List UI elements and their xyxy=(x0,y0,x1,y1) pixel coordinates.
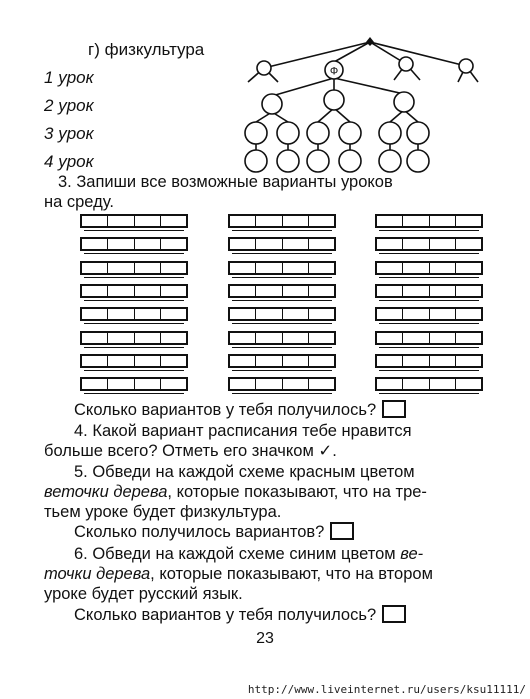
schedule-cell[interactable] xyxy=(456,356,481,366)
lesson-number: 4 xyxy=(44,152,54,171)
schedule-cell[interactable] xyxy=(377,286,403,296)
schedule-cell[interactable] xyxy=(403,263,429,273)
schedule-cell[interactable] xyxy=(377,356,403,366)
schedule-cell[interactable] xyxy=(82,239,108,249)
schedule-cell[interactable] xyxy=(230,239,256,249)
schedule-cell[interactable] xyxy=(230,263,256,273)
schedule-cell[interactable] xyxy=(309,356,334,366)
schedule-row[interactable] xyxy=(228,214,336,228)
task5-rest: , которые показывают, что на тре- xyxy=(167,483,427,501)
schedule-cell[interactable] xyxy=(309,333,334,343)
lesson-word: урок xyxy=(58,68,94,87)
schedule-cell[interactable] xyxy=(309,216,334,226)
schedule-cell[interactable] xyxy=(456,239,481,249)
schedule-cell[interactable] xyxy=(377,216,403,226)
answer-box[interactable] xyxy=(382,605,406,623)
schedule-cell[interactable] xyxy=(403,356,429,366)
schedule-cell[interactable] xyxy=(256,379,282,389)
schedule-cell[interactable] xyxy=(135,333,161,343)
schedule-cell[interactable] xyxy=(135,286,161,296)
schedule-cell[interactable] xyxy=(161,239,186,249)
schedule-row[interactable] xyxy=(228,237,336,251)
task5-line1: 5. Обведи на каждой схеме красным цветом xyxy=(74,463,415,481)
answer-box[interactable] xyxy=(382,400,406,418)
schedule-cell[interactable] xyxy=(135,216,161,226)
schedule-cell[interactable] xyxy=(230,379,256,389)
lesson-word: урок xyxy=(58,152,94,171)
schedule-cell[interactable] xyxy=(82,286,108,296)
schedule-cell[interactable] xyxy=(283,309,309,319)
lesson-number: 3 xyxy=(44,124,54,143)
question-variants-1 xyxy=(74,400,406,421)
task6-italic-2: точки дерева xyxy=(44,565,151,583)
schedule-cell[interactable] xyxy=(377,239,403,249)
watermark-url: http://www.liveinternet.ru/users/ksu11111/ xyxy=(247,683,526,696)
question-text: Сколько получилось вариантов? xyxy=(74,523,325,541)
schedule-cell[interactable] xyxy=(161,356,186,366)
schedule-cell[interactable] xyxy=(256,286,282,296)
schedule-cell[interactable] xyxy=(108,333,134,343)
task5-line3: тьем уроке будет физкультура. xyxy=(44,503,282,521)
schedule-cell[interactable] xyxy=(161,333,186,343)
page-number: 23 xyxy=(256,630,274,647)
schedule-cell[interactable] xyxy=(283,239,309,249)
schedule-cell[interactable] xyxy=(430,356,456,366)
task4-line2: больше всего? Отметь его значком ✓. xyxy=(44,442,337,460)
schedule-cell[interactable] xyxy=(377,379,403,389)
schedule-cell[interactable] xyxy=(430,239,456,249)
task6-line3: уроке будет русский язык. xyxy=(44,585,243,603)
schedule-cell[interactable] xyxy=(82,379,108,389)
schedule-cell[interactable] xyxy=(161,309,186,319)
schedule-row[interactable] xyxy=(375,237,483,251)
schedule-row[interactable] xyxy=(80,214,188,228)
question-variants-3 xyxy=(74,605,406,626)
schedule-row[interactable] xyxy=(80,307,188,321)
schedule-row[interactable] xyxy=(228,307,336,321)
schedule-cell[interactable] xyxy=(135,379,161,389)
schedule-cell[interactable] xyxy=(377,333,403,343)
schedule-row[interactable] xyxy=(228,261,336,275)
schedule-row[interactable] xyxy=(80,237,188,251)
schedule-cell[interactable] xyxy=(403,216,429,226)
schedule-cell[interactable] xyxy=(430,263,456,273)
schedule-cell[interactable] xyxy=(403,309,429,319)
schedule-cell[interactable] xyxy=(456,216,481,226)
schedule-cell[interactable] xyxy=(230,216,256,226)
task3-line1: 3. Запиши все возможные варианты уроков xyxy=(58,173,393,191)
schedule-cell[interactable] xyxy=(108,216,134,226)
schedule-cell[interactable] xyxy=(135,356,161,366)
task3-line2: на среду. xyxy=(44,193,114,211)
schedule-cell[interactable] xyxy=(256,263,282,273)
lesson-number: 2 xyxy=(44,96,54,115)
schedule-cell[interactable] xyxy=(430,216,456,226)
lesson-word: урок xyxy=(58,96,94,115)
question-text: Сколько вариантов у тебя получилось? xyxy=(74,606,377,624)
schedule-cell[interactable] xyxy=(456,333,481,343)
schedule-cell[interactable] xyxy=(430,333,456,343)
schedule-cell[interactable] xyxy=(82,356,108,366)
schedule-cell[interactable] xyxy=(256,333,282,343)
schedule-cell[interactable] xyxy=(430,309,456,319)
schedule-row[interactable] xyxy=(375,331,483,345)
schedule-cell[interactable] xyxy=(230,333,256,343)
schedule-cell[interactable] xyxy=(430,286,456,296)
schedule-row[interactable] xyxy=(228,331,336,345)
schedule-cell[interactable] xyxy=(403,286,429,296)
schedule-cell[interactable] xyxy=(456,379,481,389)
task6-line1 xyxy=(74,544,423,565)
schedule-cell[interactable] xyxy=(283,216,309,226)
schedule-cell[interactable] xyxy=(256,239,282,249)
lesson-number: 1 xyxy=(44,68,54,87)
task6-start: 6. Обведи на каждой схеме синим цветом xyxy=(74,545,401,563)
schedule-row[interactable] xyxy=(375,354,483,368)
schedule-cell[interactable] xyxy=(283,286,309,296)
schedule-cell[interactable] xyxy=(256,309,282,319)
lesson-tree-diagram xyxy=(238,34,488,180)
tree-heading: г) физкультура xyxy=(88,40,205,59)
lesson-label-3 xyxy=(44,124,94,144)
schedule-cell[interactable] xyxy=(283,379,309,389)
schedule-row[interactable] xyxy=(228,284,336,298)
tree-node-label: Ф xyxy=(329,65,339,78)
schedule-cell[interactable] xyxy=(430,379,456,389)
schedule-cell[interactable] xyxy=(82,216,108,226)
schedule-cell[interactable] xyxy=(256,356,282,366)
schedule-cell[interactable] xyxy=(161,216,186,226)
schedule-cell[interactable] xyxy=(108,239,134,249)
schedule-cell[interactable] xyxy=(108,356,134,366)
schedule-cell[interactable] xyxy=(108,263,134,273)
schedule-cell[interactable] xyxy=(377,309,403,319)
schedule-cell[interactable] xyxy=(135,309,161,319)
schedule-row[interactable] xyxy=(80,377,188,391)
schedule-cell[interactable] xyxy=(135,239,161,249)
schedule-cell[interactable] xyxy=(309,239,334,249)
schedule-row[interactable] xyxy=(375,284,483,298)
schedule-cell[interactable] xyxy=(108,309,134,319)
schedule-row[interactable] xyxy=(375,307,483,321)
question-variants-2 xyxy=(74,522,354,543)
schedule-cell[interactable] xyxy=(82,309,108,319)
schedule-row[interactable] xyxy=(375,214,483,228)
schedule-cell[interactable] xyxy=(456,263,481,273)
schedule-cell[interactable] xyxy=(377,263,403,273)
schedule-cell[interactable] xyxy=(403,379,429,389)
schedule-cell[interactable] xyxy=(309,263,334,273)
schedule-cell[interactable] xyxy=(161,379,186,389)
schedule-row[interactable] xyxy=(80,331,188,345)
task6-line2 xyxy=(44,564,433,585)
lesson-label-2 xyxy=(44,96,94,116)
lesson-word: урок xyxy=(58,124,94,143)
answer-box[interactable] xyxy=(330,522,354,540)
schedule-row[interactable] xyxy=(228,354,336,368)
schedule-cell[interactable] xyxy=(82,263,108,273)
schedule-cell[interactable] xyxy=(230,309,256,319)
schedule-cell[interactable] xyxy=(256,216,282,226)
schedule-row[interactable] xyxy=(228,377,336,391)
lesson-label-4 xyxy=(44,152,94,172)
schedule-cell[interactable] xyxy=(309,309,334,319)
schedule-cell[interactable] xyxy=(403,333,429,343)
schedule-cell[interactable] xyxy=(283,333,309,343)
task6-rest: , которые показывают, что на втором xyxy=(150,565,433,583)
task5-line2 xyxy=(44,482,427,503)
schedule-row[interactable] xyxy=(80,284,188,298)
schedule-row[interactable] xyxy=(80,354,188,368)
schedule-cell[interactable] xyxy=(283,356,309,366)
schedule-cell[interactable] xyxy=(309,286,334,296)
schedule-cell[interactable] xyxy=(309,379,334,389)
schedule-cell[interactable] xyxy=(230,286,256,296)
task6-italic-1: ве- xyxy=(400,545,424,563)
schedule-cell[interactable] xyxy=(230,356,256,366)
schedule-row[interactable] xyxy=(80,261,188,275)
schedule-cell[interactable] xyxy=(135,263,161,273)
schedule-row[interactable] xyxy=(375,261,483,275)
schedule-cell[interactable] xyxy=(108,379,134,389)
schedule-cell[interactable] xyxy=(161,263,186,273)
lesson-label-1 xyxy=(44,68,94,88)
schedule-cell[interactable] xyxy=(456,309,481,319)
question-text: Сколько вариантов у тебя получилось? xyxy=(74,401,377,419)
schedule-cell[interactable] xyxy=(161,286,186,296)
task4-line1: 4. Какой вариант расписания тебе нравится xyxy=(74,422,412,440)
schedule-cell[interactable] xyxy=(82,333,108,343)
schedule-cell[interactable] xyxy=(283,263,309,273)
schedule-cell[interactable] xyxy=(108,286,134,296)
schedule-row[interactable] xyxy=(375,377,483,391)
schedule-cell[interactable] xyxy=(403,239,429,249)
schedule-cell[interactable] xyxy=(456,286,481,296)
task5-italic: веточки дерева xyxy=(44,483,168,501)
